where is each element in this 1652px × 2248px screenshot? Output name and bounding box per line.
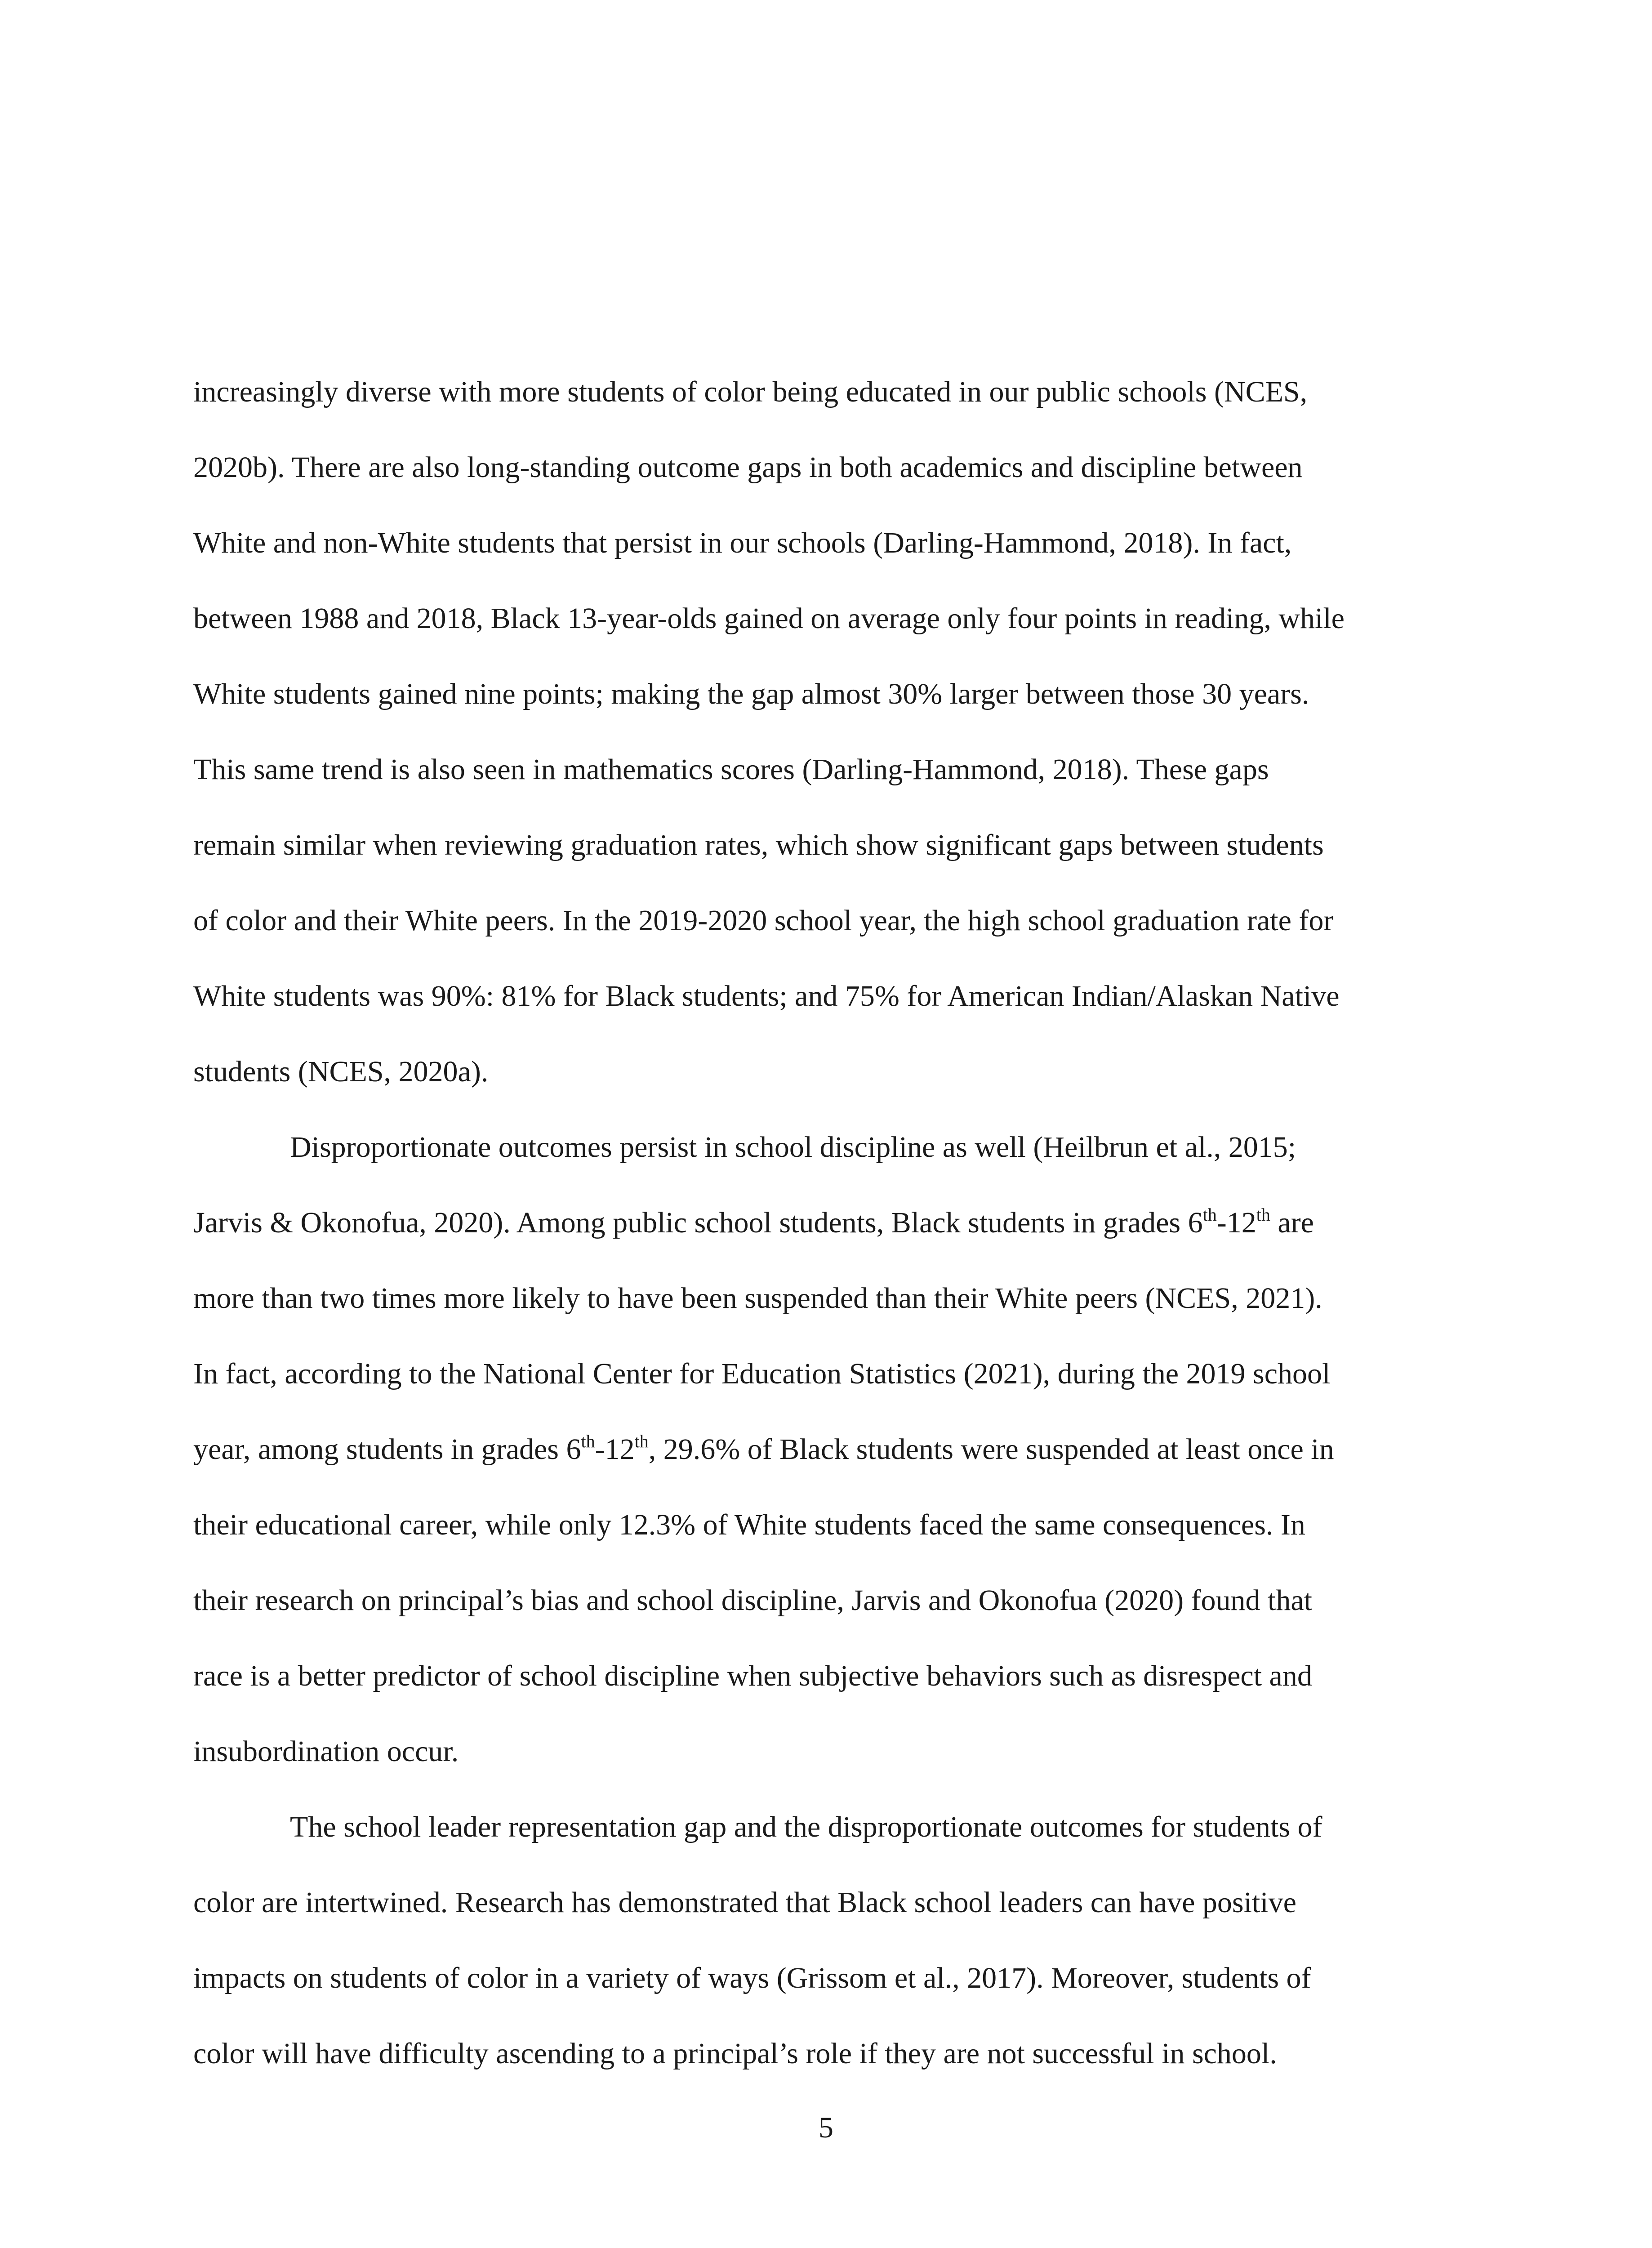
superscript: th [1256,1204,1270,1225]
superscript: th [634,1431,649,1451]
superscript: th [1202,1204,1217,1225]
text-line: White students was 90%: 81% for Black students; and 75% for American Indian/Alaskan Native [193,980,1340,1012]
text-line: their research on principal’s bias and school discipline, Jarvis and Okonofua (2020) found that [193,1584,1313,1617]
text-line: color will have difficulty ascending to a principal’s role if they are not successful in school. [193,2037,1277,2070]
text-line [193,1412,1447,1487]
text-segment: Jarvis & Okonofua, 2020). Among public school students, Black students in grades 6 [193,1206,1203,1239]
text-line: remain similar when reviewing graduation rates, which show significant gaps between students [193,829,1324,861]
text-line: of color and their White peers. In the 2019-2020 school year, the high school graduation rate for [193,904,1334,937]
text-line: impacts on students of color in a variety of ways (Grissom et al., 2017). Moreover, students of [193,1962,1311,1994]
text-line: White and non-White students that persist in our schools (Darling-Hammond, 2018). In fact, [193,526,1292,559]
text-line: The school leader representation gap and the disproportionate outcomes for students of [290,1811,1322,1843]
text-line: In fact, according to the National Center for Education Statistics (2021), during the 2019 school [193,1357,1331,1390]
superscript: th [581,1431,595,1451]
page-number: 5 [819,2111,833,2144]
text-line: color are intertwined. Research has demonstrated that Black school leaders can have positive [193,1886,1296,1919]
text-segment: year, among students in grades 6 [193,1433,581,1466]
text-segment: -12 [595,1433,635,1466]
text-line: increasingly diverse with more students of color being educated in our public schools (NCES, [193,375,1308,408]
text-line: race is a better predictor of school discipline when subjective behaviors such as disrespect and [193,1659,1312,1692]
text-segment: , 29.6% of Black students were suspended at least once in [648,1433,1334,1466]
text-line [193,1185,1447,1261]
text-line: between 1988 and 2018, Black 13-year-olds gained on average only four points in reading, while [193,602,1345,635]
text-segment: are [1270,1206,1314,1239]
text-line: more than two times more likely to have been suspended than their White peers (NCES, 2021). [193,1282,1322,1315]
text-segment: -12 [1216,1206,1256,1239]
text-line: Disproportionate outcomes persist in school discipline as well (Heilbrun et al., 2015; [290,1131,1296,1164]
text-line: insubordination occur. [193,1735,459,1768]
text-line: 2020b). There are also long-standing outcome gaps in both academics and discipline between [193,451,1303,484]
text-line: students (NCES, 2020a). [193,1055,489,1088]
text-line: White students gained nine points; making the gap almost 30% larger between those 30 years. [193,678,1309,710]
text-line: This same trend is also seen in mathematics scores (Darling-Hammond, 2018). These gaps [193,753,1269,786]
body-text [193,354,1447,2092]
text-line: their educational career, while only 12.3% of White students faced the same consequences. In [193,1508,1305,1541]
